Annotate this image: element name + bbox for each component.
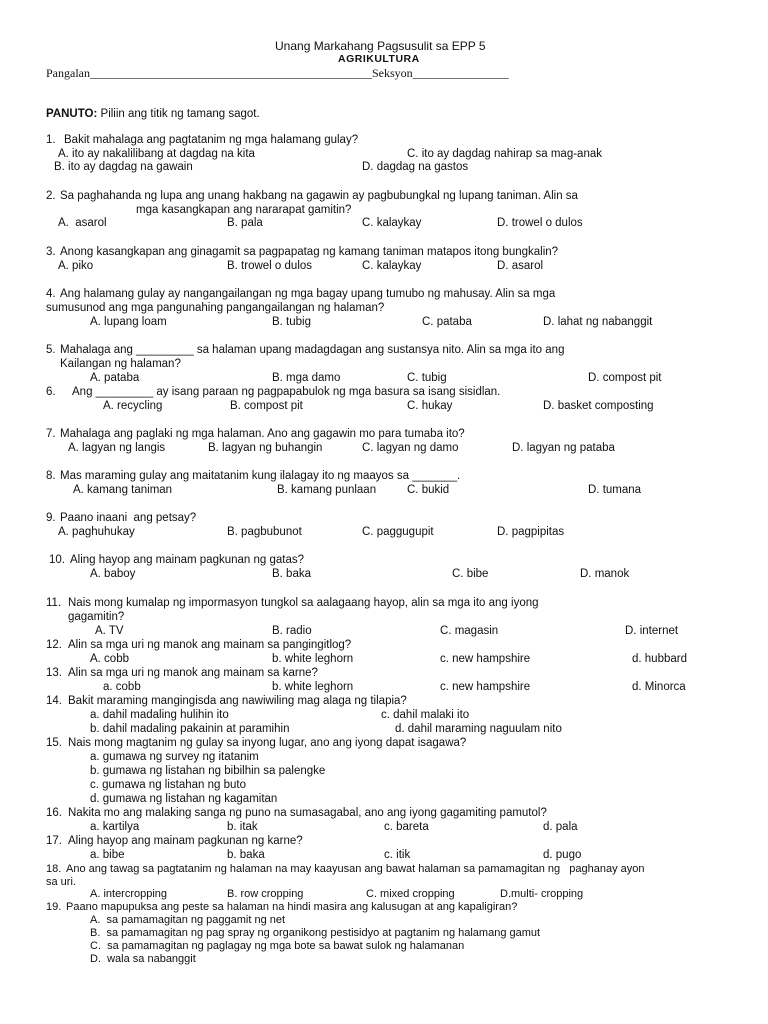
question-18-choice: B. row cropping [227,888,304,900]
question-19-choice: C. sa pamamagitan ng paglagay ng mga bote sa bawat sulok ng halamanan [90,940,465,952]
question-9-choice: B. pagbubunot [227,526,302,538]
question-11-choice: C. magasin [440,625,499,637]
question-9-choice: A. paghuhukay [58,526,135,538]
question-10-choice: D. manok [580,568,630,580]
question-5-choice: C. tubig [407,372,447,384]
question-12-text: Alin sa mga uri ng manok ang mainam sa pangingitlog? [68,639,352,651]
question-6-text: Ang _________ ay isang paraan ng pagpapabulok ng mga basura sa isang sisidlan. [72,386,501,398]
question-9-choice: D. pagpipitas [497,526,565,538]
question-19-number: 19. [46,901,62,913]
question-2-choice: D. trowel o dulos [497,217,583,229]
question-4-number: 4. [46,288,56,300]
question-7-number: 7. [46,428,56,440]
question-4-text-cont: sumusunod ang mga pangunahing pangangailangan ng halaman? [46,302,385,314]
question-13-choice: a. cobb [103,681,141,693]
question-14-choice: a. dahil madaling hulihin ito [90,709,229,721]
question-18-text-cont: sa uri. [46,876,76,888]
instructions-text: Piliin ang titik ng tamang sagot. [97,108,260,120]
question-13-choice: c. new hampshire [440,681,531,693]
question-14-number: 14. [46,695,62,707]
question-8-choice: D. tumana [588,484,642,496]
question-12-number: 12. [46,639,62,651]
question-2-choice: A. asarol [58,217,107,229]
question-19-choice: B. sa pamamagitan ng pag spray ng organikong pestisidyo at pagtanim ng halamang gamut [90,927,541,939]
name-section-line: Pangalan_______________________________________________Seksyon________________ [46,66,509,80]
question-16-choice: b. itak [227,821,258,833]
question-2-text-cont: mga kasangkapan ang nararapat gamitin? [136,204,352,216]
question-18-number: 18. [46,863,62,875]
question-15-choice: d. gumawa ng listahan ng kagamitan [90,793,278,805]
question-10-text: Aling hayop ang mainam pagkunan ng gatas? [70,554,305,566]
exam-title: Unang Markahang Pagsusulit sa EPP 5 [275,39,486,53]
question-8-choice: B. kamang punlaan [277,484,377,496]
question-14-choice: d. dahil maraming naguulam nito [395,723,562,735]
question-12-choice: b. white leghorn [272,653,354,665]
question-1-choice: C. ito ay dagdag nahirap sa mag-anak [407,148,602,160]
question-19-choice: D. wala sa nabanggit [90,953,196,965]
question-17-choice: b. baka [227,849,265,861]
question-18-text: Ano ang tawag sa pagtatanim ng halaman na may kaayusan ang bawat halaman sa pamamagitan ng paghanay ayon [66,863,645,875]
question-6-choice: B. compost pit [230,400,303,412]
question-10-choice: B. baka [272,568,311,580]
question-10-number: 10. [49,554,65,566]
question-7-choice: A. lagyan ng langis [68,442,166,454]
question-7-text: Mahalaga ang paglaki ng mga halaman. Ano ang gagawin mo para tumaba ito? [60,428,465,440]
question-11-number: 11. [46,597,62,609]
question-16-number: 16. [46,807,62,819]
question-4-text: Ang halamang gulay ay nangangailangan ng mga bagay upang tumubo ng mahusay. Alin sa mga [60,288,556,300]
question-16-choice: c. bareta [384,821,429,833]
question-9-text: Paano inaani ang petsay? [60,512,197,524]
question-12-choice: d. hubbard [632,653,687,665]
question-4-choice: C. pataba [422,316,472,328]
question-7-choice: D. lagyan ng pataba [512,442,615,454]
question-5-choice: B. mga damo [272,372,341,384]
question-7-choice: B. lagyan ng buhangin [208,442,323,454]
question-8-choice: A. kamang taniman [73,484,173,496]
question-3-choice: B. trowel o dulos [227,260,313,272]
question-11-choice: B. radio [272,625,312,637]
question-18-choice: A. intercropping [90,888,168,900]
question-8-choice: C. bukid [407,484,450,496]
question-1-choice: A. ito ay nakalilibang at dagdag na kita [58,148,255,160]
question-1-number: 1. [46,134,56,146]
question-14-text: Bakit maraming mangingisda ang nawiwiling mag alaga ng tilapia? [68,695,407,707]
question-5-choice: D. compost pit [588,372,662,384]
question-8-text: Mas maraming gulay ang maitatanim kung ilalagay ito ng maayos sa _______. [60,470,461,482]
question-11-choice: D. internet [625,625,679,637]
question-12-choice: c. new hampshire [440,653,531,665]
question-11-text: Nais mong kumalap ng impormasyon tungkol sa aalagaang hayop, alin sa mga ito ang iyong [68,597,539,609]
question-18-choice: D.multi- cropping [500,888,584,900]
question-6-choice: D. basket composting [543,400,654,412]
question-15-choice: c. gumawa ng listahan ng buto [90,779,246,791]
question-17-number: 17. [46,835,62,847]
question-3-text: Anong kasangkapan ang ginagamit sa pagpapatag ng kamang taniman matapos itong bungkalin? [60,246,559,258]
question-1-text: Bakit mahalaga ang pagtatanim ng mga halamang gulay? [64,134,359,146]
instructions-label: PANUTO: [46,108,98,120]
question-14-choice: b. dahil madaling pakainin at paramihin [90,723,290,735]
question-13-choice: d. Minorca [632,681,686,693]
question-4-choice: B. tubig [272,316,311,328]
question-13-number: 13. [46,667,62,679]
question-8-number: 8. [46,470,56,482]
question-11-choice: A. TV [95,625,124,637]
question-5-choice: A. pataba [90,372,140,384]
question-6-choice: C. hukay [407,400,453,412]
question-17-text: Aling hayop ang mainam pagkunan ng karne? [68,835,303,847]
question-3-number: 3. [46,246,56,258]
question-16-choice: a. kartilya [90,821,140,833]
question-2-choice: B. pala [227,217,263,229]
question-2-choice: C. kalaykay [362,217,422,229]
question-5-text: Mahalaga ang _________ sa halaman upang madagdagan ang sustansya nito. Alin sa mga ito ang [60,344,565,356]
question-16-text: Nakita mo ang malaking sanga ng puno na sumasagabal, ano ang iyong gagamiting pamutol? [68,807,547,819]
question-6-number: 6. [46,386,56,398]
question-19-text: Paano mapupuksa ang peste sa halaman na hindi masira ang kalusugan at ang kapaligiran? [66,901,518,913]
question-9-number: 9. [46,512,56,524]
question-6-choice: A. recycling [103,400,163,412]
question-17-choice: a. bibe [90,849,125,861]
question-3-choice: C. kalaykay [362,260,422,272]
question-2-number: 2. [46,190,56,202]
question-5-number: 5. [46,344,56,356]
question-16-choice: d. pala [543,821,578,833]
question-10-choice: C. bibe [452,568,489,580]
question-13-choice: b. white leghorn [272,681,354,693]
question-9-choice: C. paggugupit [362,526,434,538]
question-17-choice: d. pugo [543,849,582,861]
question-15-text: Nais mong magtanim ng gulay sa inyong lugar, ano ang iyong dapat isagawa? [68,737,467,749]
question-7-choice: C. lagyan ng damo [362,442,459,454]
question-3-choice: D. asarol [497,260,544,272]
question-14-choice: c. dahil malaki ito [381,709,470,721]
question-19-choice: A. sa pamamagitan ng paggamit ng net [90,914,286,926]
exam-subject: AGRIKULTURA [338,53,420,65]
question-12-choice: A. cobb [90,653,129,665]
question-18-choice: C. mixed cropping [366,888,455,900]
question-11-text-cont: gagamitin? [68,611,125,623]
question-15-number: 15. [46,737,62,749]
question-5-text-cont: Kailangan ng halaman? [60,358,181,370]
question-4-choice: A. lupang loam [90,316,167,328]
question-15-choice: a. gumawa ng survey ng itatanim [90,751,259,763]
question-13-text: Alin sa mga uri ng manok ang mainam sa karne? [68,667,318,679]
question-4-choice: D. lahat ng nabanggit [543,316,653,328]
question-17-choice: c. itik [384,849,411,861]
question-2-text: Sa paghahanda ng lupa ang unang hakbang na gagawin ay pagbubungkal ng lupang taniman. Alin sa [60,190,578,202]
question-3-choice: A. piko [58,260,94,272]
instructions [46,109,260,121]
question-1-choice: B. ito ay dagdag na gawain [54,161,193,173]
question-10-choice: A. baboy [90,568,136,580]
question-15-choice: b. gumawa ng listahan ng bibilhin sa palengke [90,765,326,777]
question-1-choice: D. dagdag na gastos [362,161,469,173]
